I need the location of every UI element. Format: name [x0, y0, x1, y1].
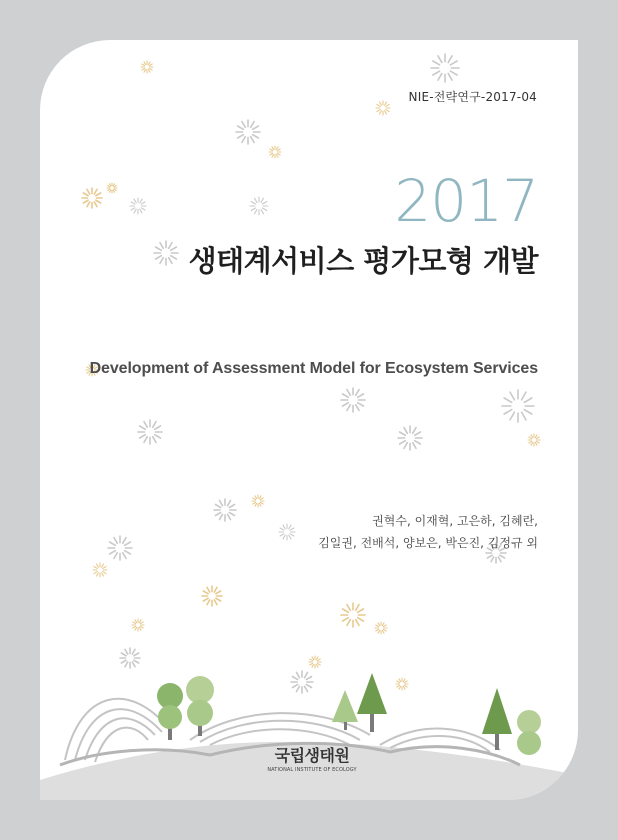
landscape-illustration: [40, 40, 578, 800]
report-title-english: Development of Assessment Model for Ecosystem Services: [89, 360, 538, 377]
report-year: 2017: [394, 167, 538, 235]
publisher-name-english: NATIONAL INSTITUTE OF ECOLOGY: [267, 767, 357, 773]
authors-line-2: 김일권, 전배석, 양보은, 박은진, 김정규 외: [318, 536, 538, 550]
report-title-korean: 생태계서비스 평가모형 개발: [188, 244, 538, 278]
report-cover: [40, 40, 578, 800]
publisher-name: 국립생태원: [274, 746, 350, 765]
authors-line-1: 권혁수, 이재혁, 고은하, 김혜란,: [372, 514, 538, 528]
publisher-logo: [262, 748, 362, 773]
report-code: NIE-전략연구-2017-04: [408, 90, 537, 104]
